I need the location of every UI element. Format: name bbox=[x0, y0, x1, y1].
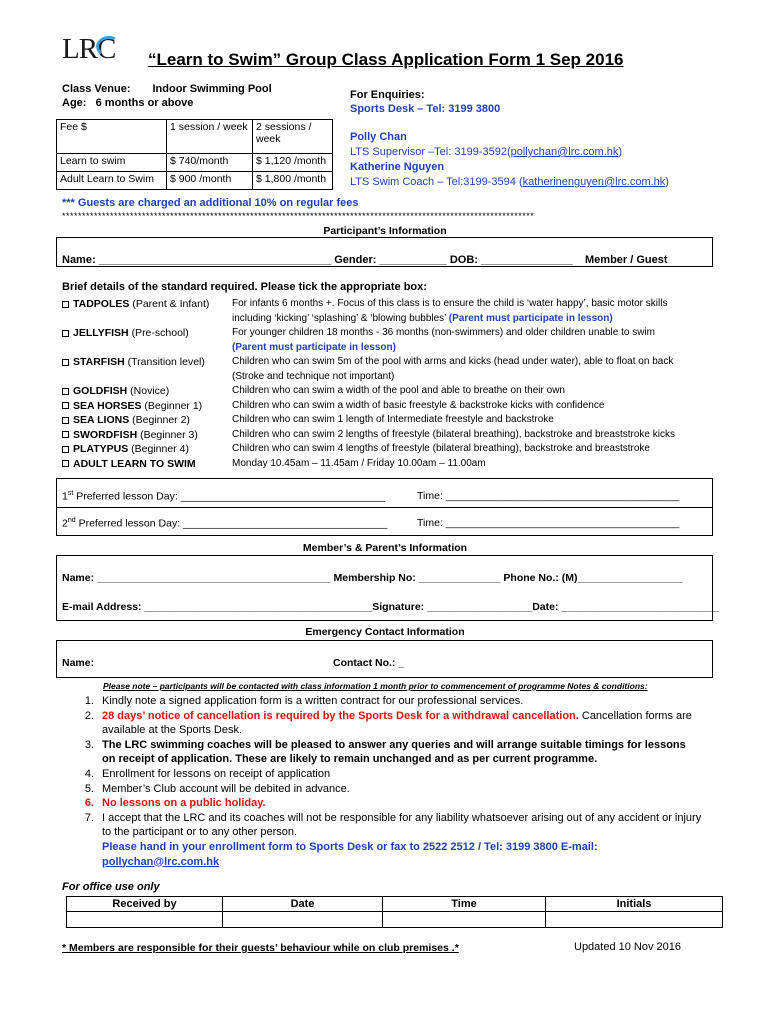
preferred-day-label: Preferred lesson Day: bbox=[76, 490, 178, 503]
preferred-2-time bbox=[417, 517, 679, 529]
fee-cell: $ 740/month bbox=[167, 154, 253, 172]
level-desc: Children who can swim 4 lengths of freestyle (bilateral breathing), backstroke and breaststroke bbox=[232, 443, 650, 454]
preferred-1-row: 1st Preferred lesson Day: ___________________________________ bbox=[62, 490, 386, 503]
participant-name-label: Name: bbox=[62, 254, 96, 266]
fee-table-header bbox=[57, 120, 333, 154]
gender-label: Gender: bbox=[334, 254, 377, 266]
office-cell[interactable] bbox=[383, 912, 546, 928]
office-use-heading: For office use only bbox=[62, 881, 160, 893]
member-heading: Member’s & Parent’s Information bbox=[302, 542, 468, 554]
rule-item: 7. I accept that the LRC and its coaches will not be responsible for any liability whatsoever arising out of any accident or injury to the participant or to any other person. bbox=[84, 811, 702, 839]
checkbox-icon[interactable] bbox=[62, 460, 69, 467]
email-field[interactable]: _______________________________________ bbox=[144, 601, 373, 613]
members-responsibility-note: * Members are responsible for their guests’ behaviour while on club premises .* bbox=[62, 942, 459, 954]
rule-item: 2. 28 days’ notice of cancellation is required by the Sports Desk for a withdrawal cancellation. Cancellation forms are available at the Sports Desk. bbox=[84, 709, 692, 737]
level-desc: For infants 6 months +. Focus of this class is to ensure the child is ‘water happy’, basic motor skills bbox=[232, 298, 668, 309]
contact-email-link[interactable]: pollychan@lrc.com.hk bbox=[510, 146, 619, 158]
guests-note: *** Guests are charged an additional 10% on regular fees bbox=[62, 197, 359, 209]
please-note: Please note – participants will be contacted with class information 1 month prior to commencement of programme Notes & conditions: bbox=[103, 681, 648, 691]
time-field[interactable]: ________________________________________ bbox=[445, 517, 680, 529]
participant-heading: Participant’s Information bbox=[323, 225, 447, 237]
level-desc: Children who can swim 5m of the pool with arms and kicks (head under water), able to float on back bbox=[232, 356, 674, 367]
checkbox-icon[interactable] bbox=[62, 330, 69, 337]
checkbox-icon[interactable] bbox=[62, 359, 69, 366]
date-field[interactable]: ___________________________ bbox=[561, 601, 720, 613]
venue-label: Class Venue: bbox=[62, 83, 131, 95]
office-col-initials: Initials bbox=[546, 897, 723, 912]
emergency-contact-field[interactable]: _ bbox=[398, 657, 405, 669]
form-title: “Learn to Swim” Group Class Application Form 1 Sep 2016 bbox=[148, 50, 624, 69]
office-col-received: Received by bbox=[67, 897, 223, 912]
preferred-day-label: Preferred lesson Day: bbox=[78, 517, 181, 530]
dob-field[interactable]: _______________ bbox=[481, 254, 573, 266]
checkbox-icon[interactable] bbox=[62, 388, 69, 395]
fee-cell: $ 1,120 /month bbox=[253, 154, 333, 172]
hand-in-note: Please hand in your enrollment form to Sports Desk or fax to 2522 2512 / Tel: 3199 3800 E-mail: pollychan@lrc.com.hk bbox=[102, 840, 598, 868]
level-desc: including ‘kicking’ ‘splashing’ & ‘blowing bubbles’ (Parent must participate in lesson) bbox=[232, 312, 613, 324]
level-item[interactable]: GOLDFISH (Novice) bbox=[62, 384, 209, 399]
office-cell[interactable] bbox=[546, 912, 723, 928]
contact-role: LTS Swim Coach – Tel:3199-3594 bbox=[350, 176, 516, 188]
divider bbox=[56, 507, 713, 508]
contact-email-link[interactable]: katherinenguyen@lrc.com.hk bbox=[522, 176, 666, 188]
fee-header-cell: 2 sessions / week bbox=[253, 120, 333, 154]
level-item[interactable]: ADULT LEARN TO SWIM bbox=[62, 457, 209, 472]
checkbox-icon[interactable] bbox=[62, 301, 69, 308]
preferred-day-field[interactable]: ___________________________________ bbox=[183, 517, 388, 530]
level-desc: Children who can swim 2 lengths of freestyle (bilateral breathing), backstroke and breaststroke kicks bbox=[232, 428, 675, 440]
contacts-block: Polly Chan LTS Supervisor –Tel: 3199-3592(pollychan@lrc.com.hk) Katherine Nguyen LTS Swim Coach – Tel:3199-3594 (katherinenguyen@lrc.com.hk) bbox=[350, 131, 669, 188]
fee-cell: Adult Learn to Swim bbox=[57, 172, 167, 190]
time-field[interactable]: ________________________________________ bbox=[445, 490, 680, 502]
fee-table-row bbox=[57, 154, 333, 172]
level-item[interactable]: SWORDFISH (Beginner 3) bbox=[62, 428, 209, 443]
emergency-heading: Emergency Contact Information bbox=[305, 626, 465, 638]
office-header-row bbox=[67, 897, 723, 912]
contact-name: Polly Chan bbox=[350, 131, 407, 143]
preferred-1-time bbox=[417, 490, 679, 502]
venue-value: Indoor Swimming Pool bbox=[152, 83, 272, 95]
office-entry-row bbox=[67, 912, 723, 928]
checkbox-icon[interactable] bbox=[62, 402, 69, 409]
fee-cell: $ 1,800 /month bbox=[253, 172, 333, 190]
rules-list bbox=[62, 694, 722, 869]
enquiries-label: For Enquiries: bbox=[350, 89, 425, 101]
participant-name-field[interactable]: ______________________________________ bbox=[98, 254, 332, 266]
checkbox-icon[interactable] bbox=[62, 431, 69, 438]
checkbox-icon[interactable] bbox=[62, 417, 69, 424]
fee-cell: Learn to swim bbox=[57, 154, 167, 172]
office-cell[interactable] bbox=[223, 912, 383, 928]
level-item[interactable]: TADPOLES (Parent & Infant) bbox=[62, 297, 209, 312]
time-label: Time: bbox=[417, 517, 443, 529]
member-row-1: Name: ________________________________________ Membership No: ______________ Phone No.: (M)__________________ bbox=[62, 572, 683, 584]
level-item[interactable]: STARFISH (Transition level) bbox=[62, 355, 209, 370]
level-desc: Children who can swim a width of basic freestyle & backstroke kicks with confidence bbox=[232, 399, 605, 411]
rule-item: 4. Enrollment for lessons on receipt of application bbox=[84, 767, 331, 780]
rule-item: 5. Member’s Club account will be debited in advance. bbox=[84, 782, 350, 795]
member-name-field[interactable]: ________________________________________ bbox=[97, 572, 331, 584]
membership-field[interactable]: ______________ bbox=[418, 572, 501, 584]
fee-header-cell: Fee $ bbox=[57, 120, 167, 154]
level-desc: Children who can swim a width of the pool and able to breathe on their own bbox=[232, 385, 565, 396]
sports-desk-phone: Sports Desk – Tel: 3199 3800 bbox=[350, 103, 501, 115]
gender-field[interactable]: ___________ bbox=[379, 254, 447, 266]
office-use-table bbox=[66, 896, 723, 928]
phone-field[interactable]: __________________ bbox=[577, 572, 683, 584]
level-desc: For younger children 18 months - 36 months (non-swimmers) and older children unable to swim bbox=[232, 327, 655, 338]
level-descriptions bbox=[232, 297, 675, 471]
level-item[interactable]: SEA HORSES (Beginner 1) bbox=[62, 399, 209, 414]
dob-label: DOB: bbox=[449, 254, 478, 266]
age-label: Age: bbox=[62, 97, 87, 109]
rule-item: 1. Kindly note a signed application form is a written contract for our professional services. bbox=[84, 695, 524, 707]
level-desc: Children who can swim 1 length of Intermediate freestyle and backstroke bbox=[232, 414, 554, 425]
member-guest-option[interactable]: Member / Guest bbox=[585, 254, 668, 266]
parent-note: (Parent must participate in lesson) bbox=[448, 312, 613, 324]
level-item[interactable]: JELLYFISH (Pre-school) bbox=[62, 326, 209, 341]
parent-note: (Parent must participate in lesson) bbox=[232, 341, 396, 353]
levels-list bbox=[62, 297, 209, 471]
member-row-2: E-mail Address: _______________________________________Signature: __________________Date: ___________________________ bbox=[62, 601, 720, 613]
signature-field[interactable]: __________________ bbox=[427, 601, 533, 613]
rule-item: 6. No lessons on a public holiday. bbox=[84, 797, 266, 810]
updated-date: Updated 10 Nov 2016 bbox=[574, 941, 682, 953]
level-desc: (Stroke and technique not important) bbox=[232, 370, 395, 382]
venue-block bbox=[62, 82, 272, 110]
checkbox-icon[interactable] bbox=[62, 446, 69, 453]
star-divider: ********************************************************************************************************************** bbox=[62, 211, 535, 221]
emergency-name-label: Name: bbox=[62, 657, 95, 669]
contact-role: LTS Supervisor –Tel: 3199-3592 bbox=[350, 146, 507, 158]
contact-name: Katherine Nguyen bbox=[350, 161, 445, 173]
enquiries-block bbox=[350, 88, 500, 116]
level-item[interactable]: PLATYPUS (Beginner 4) bbox=[62, 442, 209, 457]
level-item[interactable]: SEA LIONS (Beginner 2) bbox=[62, 413, 209, 428]
brief-heading: Brief details of the standard required. Please tick the appropriate box: bbox=[62, 281, 427, 293]
office-cell[interactable] bbox=[67, 912, 223, 928]
fee-table-row bbox=[57, 172, 333, 190]
emergency-contact-label: Contact No.: _ bbox=[333, 657, 405, 669]
logo-text: LRC bbox=[62, 33, 116, 65]
participant-row bbox=[62, 254, 668, 266]
office-col-date: Date bbox=[223, 897, 383, 912]
fee-header-cell: 1 session / week bbox=[167, 120, 253, 154]
preferred-2-row: 2nd Preferred lesson Day: ___________________________________ bbox=[62, 517, 388, 530]
time-label: Time: bbox=[417, 490, 443, 502]
level-desc: Monday 10.45am – 11.45am / Friday 10.00am – 11.00am bbox=[232, 457, 486, 469]
fee-table bbox=[56, 119, 333, 190]
office-col-time: Time bbox=[383, 897, 546, 912]
hand-in-email-link[interactable]: pollychan@lrc.com.hk bbox=[102, 855, 220, 868]
fee-cell: $ 900 /month bbox=[167, 172, 253, 190]
age-value: 6 months or above bbox=[95, 97, 194, 109]
preferred-day-field[interactable]: ___________________________________ bbox=[180, 490, 386, 503]
lrc-logo bbox=[62, 34, 122, 66]
rule-item: 3. The LRC swimming coaches will be pleased to answer any queries and will arrange suitable timings for lessons on receipt of application. These are likely to remain unchanged and as per current programme. bbox=[84, 738, 686, 766]
